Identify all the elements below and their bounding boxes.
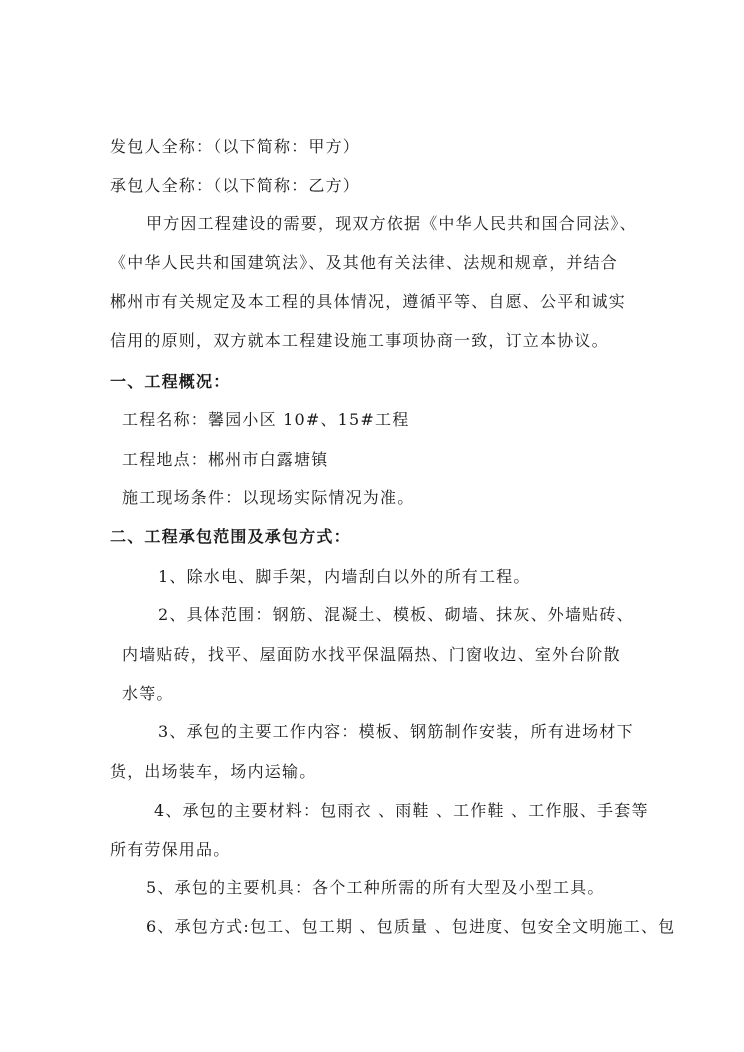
section-2-heading: 二、工程承包范围及承包方式：	[110, 527, 351, 546]
scope-item-2-line-2: 内墙贴砖，找平、屋面防水找平保温隔热、门窗收边、室外台阶散	[122, 645, 621, 664]
preamble-line-1: 甲方因工程建设的需要，现双方依据《中华人民共和国合同法》、	[146, 214, 637, 233]
preamble-line-2: 《中华人民共和国建筑法》、及其他有关法律、法规和规章，并结合	[110, 253, 619, 272]
scope-item-4-line-1: 4、承包的主要材料：包雨衣 、雨鞋 、工作鞋 、工作服、手套等	[154, 801, 649, 820]
scope-item-3-line-2: 货，出场装车，场内运输。	[110, 762, 317, 781]
project-location: 工程地点：郴州市白露塘镇	[122, 450, 329, 469]
scope-item-2-line-3: 水等。	[122, 684, 174, 703]
scope-item-2-line-1: 2、具体范围：钢筋、混凝土、模板、砌墙、抹灰、外墙贴砖、	[158, 605, 634, 624]
contractor-name-line: 承包人全称：（以下简称：乙方）	[110, 176, 361, 195]
scope-item-6-line-1: 6、承包方式:包工、包工期 、包质量 、包进度、包安全文明施工、包	[146, 917, 676, 936]
section-1-heading: 一、工程概况：	[110, 372, 231, 391]
site-conditions: 施工现场条件：以现场实际情况为准。	[122, 488, 415, 507]
project-name: 工程名称：馨园小区 10#、15#工程	[122, 410, 410, 429]
scope-item-5: 5、承包的主要机具：各个工种所需的所有大型及小型工具。	[146, 878, 605, 897]
scope-item-1: 1、除水电、脚手架，内墙刮白以外的所有工程。	[158, 567, 531, 586]
employer-name-line: 发包人全称：（以下简称：甲方）	[110, 137, 361, 156]
scope-item-4-line-2: 所有劳保用品。	[110, 840, 231, 859]
preamble-line-4: 信用的原则，双方就本工程建设施工事项协商一致，订立本协议。	[110, 331, 609, 350]
scope-item-3-line-1: 3、承包的主要工作内容：模板、钢筋制作安装，所有进场材下	[158, 722, 634, 741]
preamble-line-3: 郴州市有关规定及本工程的具体情况，遵循平等、自愿、公平和诚实	[110, 292, 627, 311]
